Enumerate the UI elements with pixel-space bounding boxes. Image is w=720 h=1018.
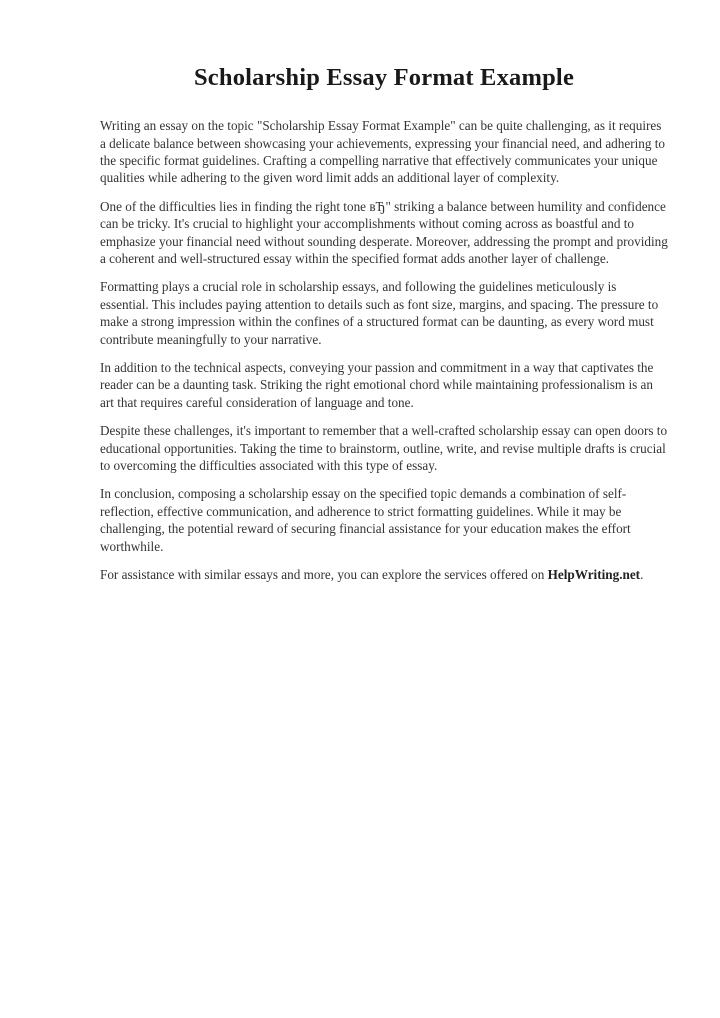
closing-suffix: . xyxy=(640,567,644,583)
paragraph-formatting: Formatting plays a crucial role in scholarship essays, and following the guidelines meticulously is essential. This includes paying attention to details such as font size, margins, and spacing. The pressure to make a strong impression within the confines of a structured format can be daunting, as every word must contribute meaningfully to your narrative. xyxy=(100,279,659,347)
paragraph-intro: Writing an essay on the topic "Scholarship Essay Format Example" can be quite challenging, as it requires a delicate balance between showcasing your achievements, expressing your financial need, and adhering to the specific format guidelines. Crafting a compelling narrative that effectively communicates your unique qualities while adhering to the given word limit adds an additional layer of complexity. xyxy=(100,118,666,186)
paragraph-conclusion: In conclusion, composing a scholarship essay on the specified topic demands a combination of self-reflection, effective communication, and adherence to strict formatting guidelines. While it may be challenging, the potential reward of securing financial assistance for your education makes the effort worthwhile. xyxy=(100,486,631,554)
closing-text: For assistance with similar essays and more, you can explore the services offered on xyxy=(100,567,548,583)
paragraph-closing xyxy=(100,566,668,583)
brand-name: HelpWriting.net xyxy=(547,567,641,583)
paragraph-passion: In addition to the technical aspects, conveying your passion and commitment in a way that captivates the reader can be a daunting task. Striking the right emotional chord while maintaining professionalism is an art that requires careful consideration of language and tone. xyxy=(100,360,654,410)
page-title: Scholarship Essay Format Example xyxy=(193,64,575,91)
paragraph-tone: One of the difficulties lies in finding the right tone вЂ" striking a balance between humility and confidence can be tricky. It's crucial to highlight your accomplishments without coming across as boastful and to emphasize your financial need without sounding desperate. Moreover, addressing the prompt and providing a coherent and well-structured essay within the specified format adds another layer of challenge. xyxy=(100,198,668,267)
paragraph-challenges: Despite these challenges, it's important to remember that a well-crafted scholarship essay can open doors to educational opportunities. Taking the time to brainstorm, outline, write, and revise multiple drafts is crucial to overcoming the difficulties associated with this type of essay. xyxy=(100,423,668,474)
